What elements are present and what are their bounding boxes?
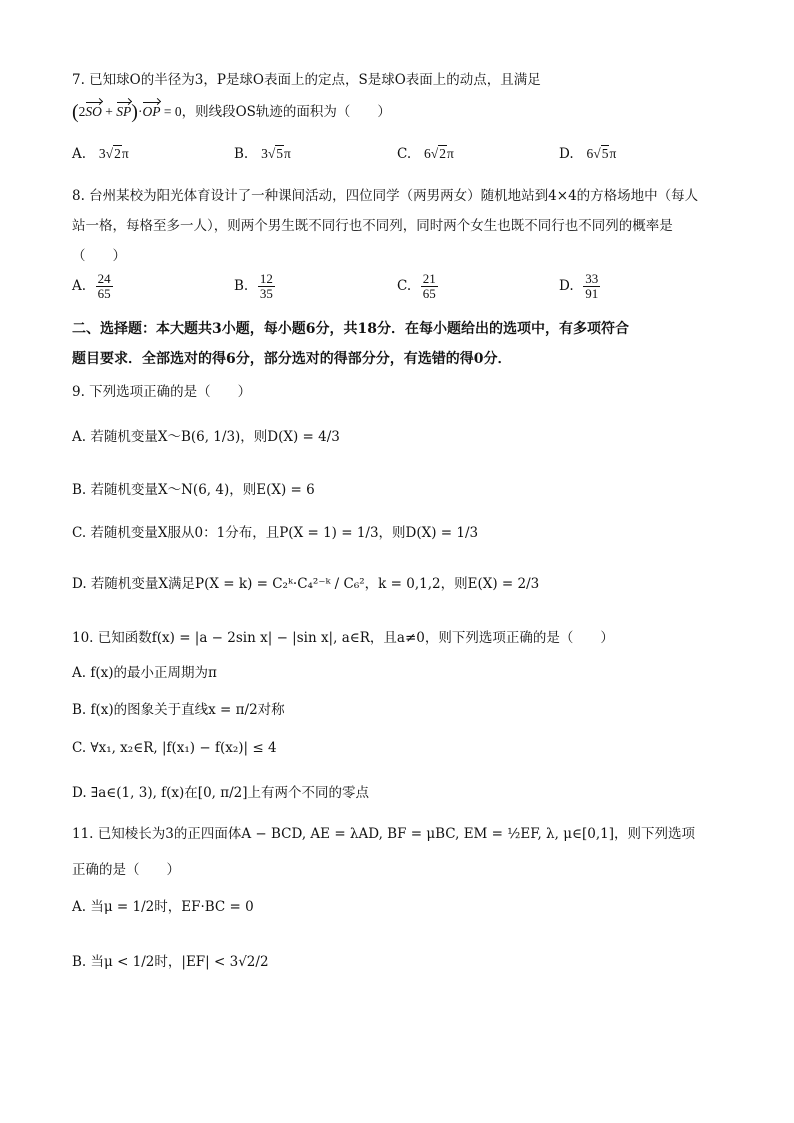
q7-line1: 7. 已知球O的半径为3，P是球O表面上的定点，S是球O表面上的动点，且满足 xyxy=(72,72,541,88)
q7-line2: (2SO + SP)·OP = 0，则线段OS轨迹的面积为（ ） xyxy=(72,101,391,123)
section2-heading-line1: 二、选择题：本大题共3小题，每小题6分，共18分．在每小题给出的选项中，有多项符合 xyxy=(72,321,629,337)
q9-option-b: B. 若随机变量X～N(6, 4)，则E(X) = 6 xyxy=(72,482,315,498)
q8-option-d: D. $\frac{33}{91}$ xyxy=(559,271,599,301)
q11-stem-line2: 正确的是（ ） xyxy=(72,862,180,878)
q8-line2: 站一格，每格至多一人），则两个男生既不同行也不同列，同时两个女生也既不同行也不同列的概率是 xyxy=(72,218,673,234)
q10-stem: 10. 已知函数f(x) = |a − 2sin x| − |sin x|, a∈R，且a≠0，则下列选项正确的是（ ） xyxy=(72,630,614,646)
q8-option-c: C. $\frac{21}{65}$ xyxy=(397,271,436,301)
section2-heading-line2: 题目要求．全部选对的得6分，部分选对的得部分分，有选错的得0分． xyxy=(72,351,512,367)
q9-option-a: A. 若随机变量X～B(6, 1/3)，则D(X) = 4/3 xyxy=(72,429,340,445)
q8-option-b: B. $\frac{12}{35}$ xyxy=(234,271,273,301)
q11-option-a: A. 当μ = 1/2时，EF·BC = 0 xyxy=(72,899,254,915)
q7-line2-tail: ，则线段OS轨迹的面积为（ ） xyxy=(181,104,391,120)
q10-option-d: D. ∃a∈(1, 3), f(x)在[0, π/2]上有两个不同的零点 xyxy=(72,785,370,801)
q8-option-a: A. $\frac{24}{65}$ xyxy=(72,271,111,301)
q9-option-d: D. 若随机变量X满足P(X = k) = C₂ᵏ·C₄²⁻ᵏ / C₆²，k = 0,1,2，则E(X) = 2/3 xyxy=(72,576,540,592)
q9-stem: 9. 下列选项正确的是（ ） xyxy=(72,384,252,400)
q7-option-c: C. 6√2π xyxy=(397,146,454,162)
q7-option-a: A. 3√2π xyxy=(72,146,129,162)
q8-line1: 8. 台州某校为阳光体育设计了一种课间活动，四位同学（两男两女）随机地站到4×4的方格场地中（每人 xyxy=(72,188,699,204)
q10-option-a: A. f(x)的最小正周期为π xyxy=(72,665,217,681)
q7-option-b: B. 3√5π xyxy=(234,146,291,162)
q11-stem: 11. 已知棱长为3的正四面体A − BCD, AE = λAD, BF = μBC, EM = ½EF, λ, μ∈[0,1]，则下列选项 xyxy=(72,826,695,842)
q7-option-d: D. 6√5π xyxy=(559,146,617,162)
q8-line3: （ ） xyxy=(72,248,126,264)
q9-option-c: C. 若随机变量X服从0：1分布，且P(X = 1) = 1/3，则D(X) = 1/3 xyxy=(72,525,479,541)
q10-option-c: C. ∀x₁, x₂∈R, |f(x₁) − f(x₂)| ≤ 4 xyxy=(72,740,277,756)
q11-option-b: B. 当μ < 1/2时，|EF| < 3√2/2 xyxy=(72,954,269,970)
q10-option-b: B. f(x)的图象关于直线x = π/2对称 xyxy=(72,702,285,718)
